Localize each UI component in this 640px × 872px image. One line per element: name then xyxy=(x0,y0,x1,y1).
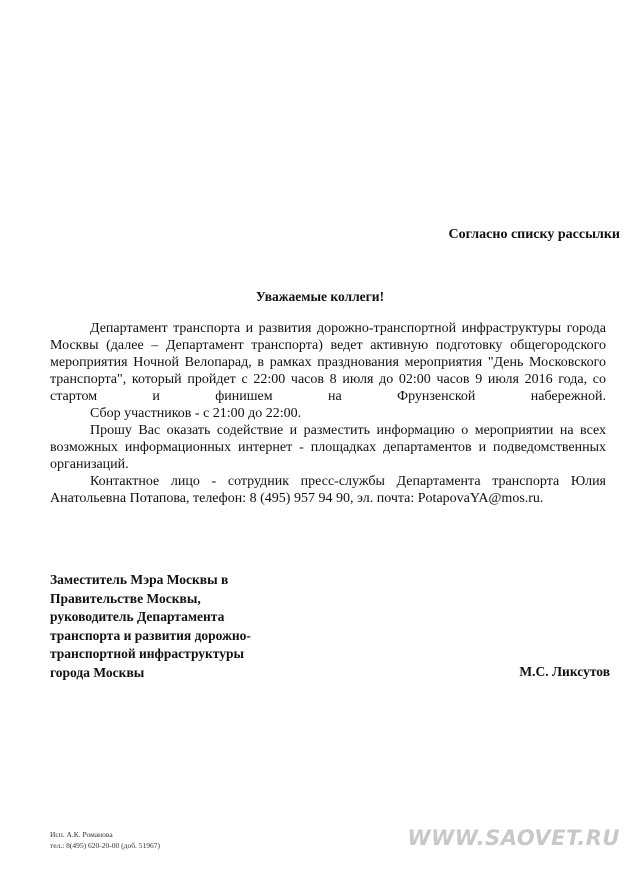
executor-phone: тел.: 8(495) 620-20-00 (доб. 51967) xyxy=(50,841,161,850)
paragraph-contact: Контактное лицо - сотрудник пресс-службы Департамента транспорта Юлия Анатольевна Потапова, телефон: 8 (495) 957 94 90, эл. почта: PotapovaYA@mos.ru. xyxy=(50,474,606,506)
paragraph-event: Департамент транспорта и развития дорожно-транспортной инфраструктуры города Москвы (далее – Департамент транспорта) ведет активную подготовку общегородского мероприятия Ночной Велопарад, в рамках празднования мероприятия "День Московского транспорта", который пройдет с 22:00 часов 8 июля до 02:00 часов 9 июля 2016 года, со стартом и финишем на Фрунзенской набережной. xyxy=(50,321,606,404)
recipient-line: Согласно списку рассылки xyxy=(448,227,620,242)
executor-info xyxy=(50,829,160,851)
executor-name: Исп. А.К. Романова xyxy=(50,830,113,839)
signature-position-line: Заместитель Мэра Москвы в xyxy=(50,572,229,587)
signature-position-line: руководитель Департамента xyxy=(50,609,225,624)
signature-position-line: Правительстве Москвы, xyxy=(50,590,201,606)
signature-position-line: транспортной инфраструктуры xyxy=(50,646,245,661)
paragraph-gathering: Сбор участников - с 21:00 до 22:00. xyxy=(90,406,302,421)
paragraph-request: Прошу Вас оказать содействие и разместить информацию о мероприятии на всех возможных информационных интернет - площадках департаментов и подведомственных организаций. xyxy=(50,423,606,472)
signature-position xyxy=(50,571,310,682)
letter-body xyxy=(50,320,606,507)
greeting: Уважаемые коллеги! xyxy=(255,289,385,304)
signatory-name: М.С. Ликсутов xyxy=(519,664,610,679)
signature-position-line: транспорта и развития дорожно- xyxy=(50,627,251,643)
signature-position-line: города Москвы xyxy=(50,664,145,680)
watermark: WWW.SAOVET.RU xyxy=(407,826,620,850)
